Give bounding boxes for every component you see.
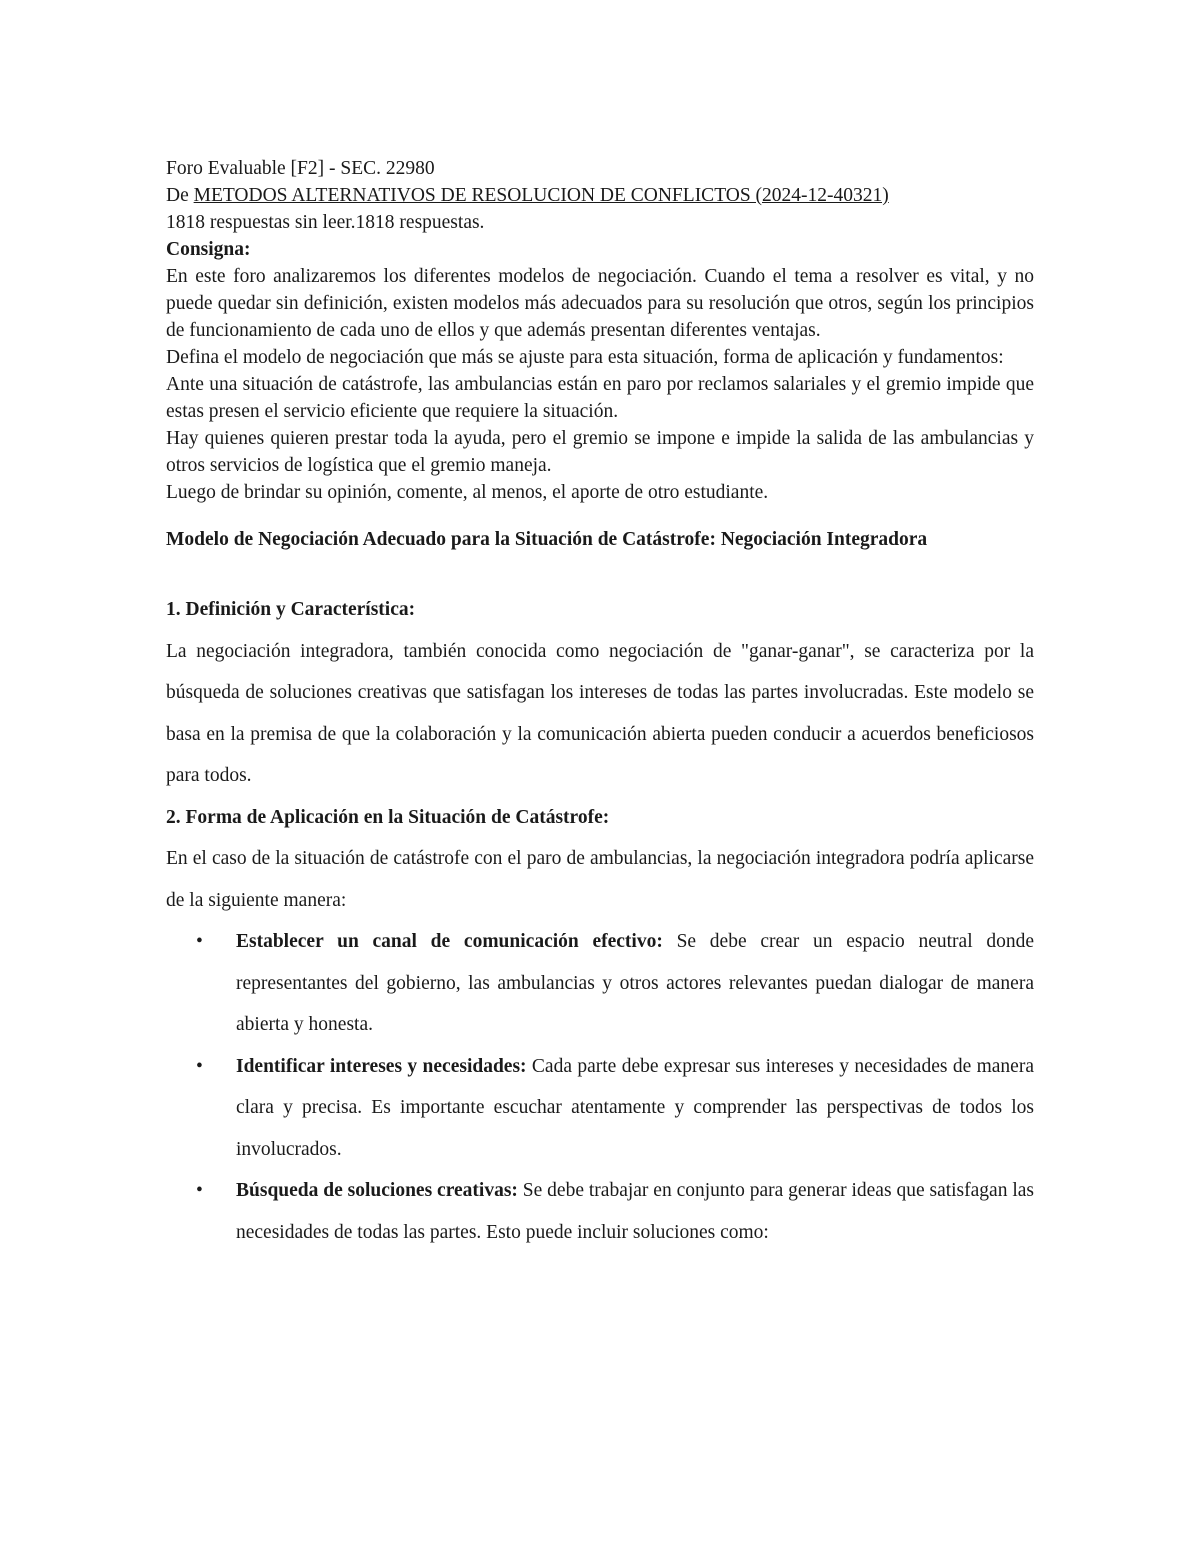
bullet-text: Se debe crear un espacio neutral donde representantes del gobierno, las ambulancias y otros actores relevantes puedan dialogar de manera abierta y honesta. xyxy=(236,931,1035,1035)
document-page xyxy=(166,155,1034,1253)
consigna-paragraph: Hay quienes quieren prestar toda la ayuda, pero el gremio se impone e impide la salida de las ambulancias y otros servicios de logística que el gremio maneja. xyxy=(166,428,1034,476)
section-heading: 2. Forma de Aplicación en la Situación de Catástrofe: xyxy=(166,806,610,828)
course-line xyxy=(166,182,1034,209)
bullet-lead: Búsqueda de soluciones creativas: xyxy=(236,1180,518,1201)
section-application xyxy=(166,797,1034,1254)
from-prefix: De xyxy=(166,185,189,206)
answer-body xyxy=(166,522,1034,1253)
bullet-text: Se debe trabajar en conjunto para generar ideas que satisfagan las necesidades de todas las partes. Esto puede incluir soluciones como: xyxy=(236,1180,1034,1243)
bullet-icon: • xyxy=(196,1180,203,1201)
bullet-list xyxy=(166,921,1034,1253)
forum-header xyxy=(166,155,1034,506)
section-definition xyxy=(166,589,1034,797)
answer-title: Modelo de Negociación Adecuado para la Situación de Catástrofe: Negociación Integradora xyxy=(166,529,928,550)
responses-count: 1818 respuestas sin leer.1818 respuestas. xyxy=(166,212,485,233)
list-item xyxy=(166,921,1034,1046)
consigna-paragraph: Luego de brindar su opinión, comente, al menos, el aporte de otro estudiante. xyxy=(166,482,769,503)
section-paragraph: La negociación integradora, también conocida como negociación de "ganar-ganar", se caracteriza por la búsqueda de soluciones creativas que satisfagan los intereses de todas las partes involucradas. Este modelo se basa en la premisa de que la colaboración y la comunicación abierta pueden conducir a acuerdos beneficiosos para todos. xyxy=(166,640,1034,786)
section-heading: 1. Definición y Característica: xyxy=(166,599,416,620)
consigna-paragraph: En este foro analizaremos los diferentes modelos de negociación. Cuando el tema a resolver es vital, y no puede quedar sin definición, existen modelos más adecuados para su resolución que otros, según los principios de funcionamiento de cada uno de ellos y que además presentan diferentes ventajas. xyxy=(166,266,1034,341)
bullet-lead: Identificar intereses y necesidades: xyxy=(236,1055,527,1077)
bullet-lead: Establecer un canal de comunicación efectivo: xyxy=(236,931,663,952)
list-item xyxy=(166,1046,1034,1171)
bullet-icon: • xyxy=(196,931,203,952)
consigna-paragraph: Ante una situación de catástrofe, las ambulancias están en paro por reclamos salariales y el gremio impide que estas presen el servicio eficiente que requiere la situación. xyxy=(166,374,1034,422)
consigna-paragraph: Defina el modelo de negociación que más se ajuste para esta situación, forma de aplicación y fundamentos: xyxy=(166,347,1004,368)
course-link[interactable]: METODOS ALTERNATIVOS DE RESOLUCION DE CONFLICTOS (2024-12-40321) xyxy=(193,185,889,206)
bullet-icon: • xyxy=(196,1055,203,1077)
forum-title: Foro Evaluable [F2] - SEC. 22980 xyxy=(166,158,435,179)
bullet-text: Cada parte debe expresar sus intereses y necesidades de manera clara y precisa. Es importante escuchar atentamente y comprender las perspectivas de todos los involucrados. xyxy=(236,1055,1034,1160)
consigna-label: Consigna: xyxy=(166,239,251,260)
section-paragraph: En el caso de la situación de catástrofe con el paro de ambulancias, la negociación integradora podría aplicarse de la siguiente manera: xyxy=(166,848,1034,911)
list-item xyxy=(166,1170,1034,1253)
